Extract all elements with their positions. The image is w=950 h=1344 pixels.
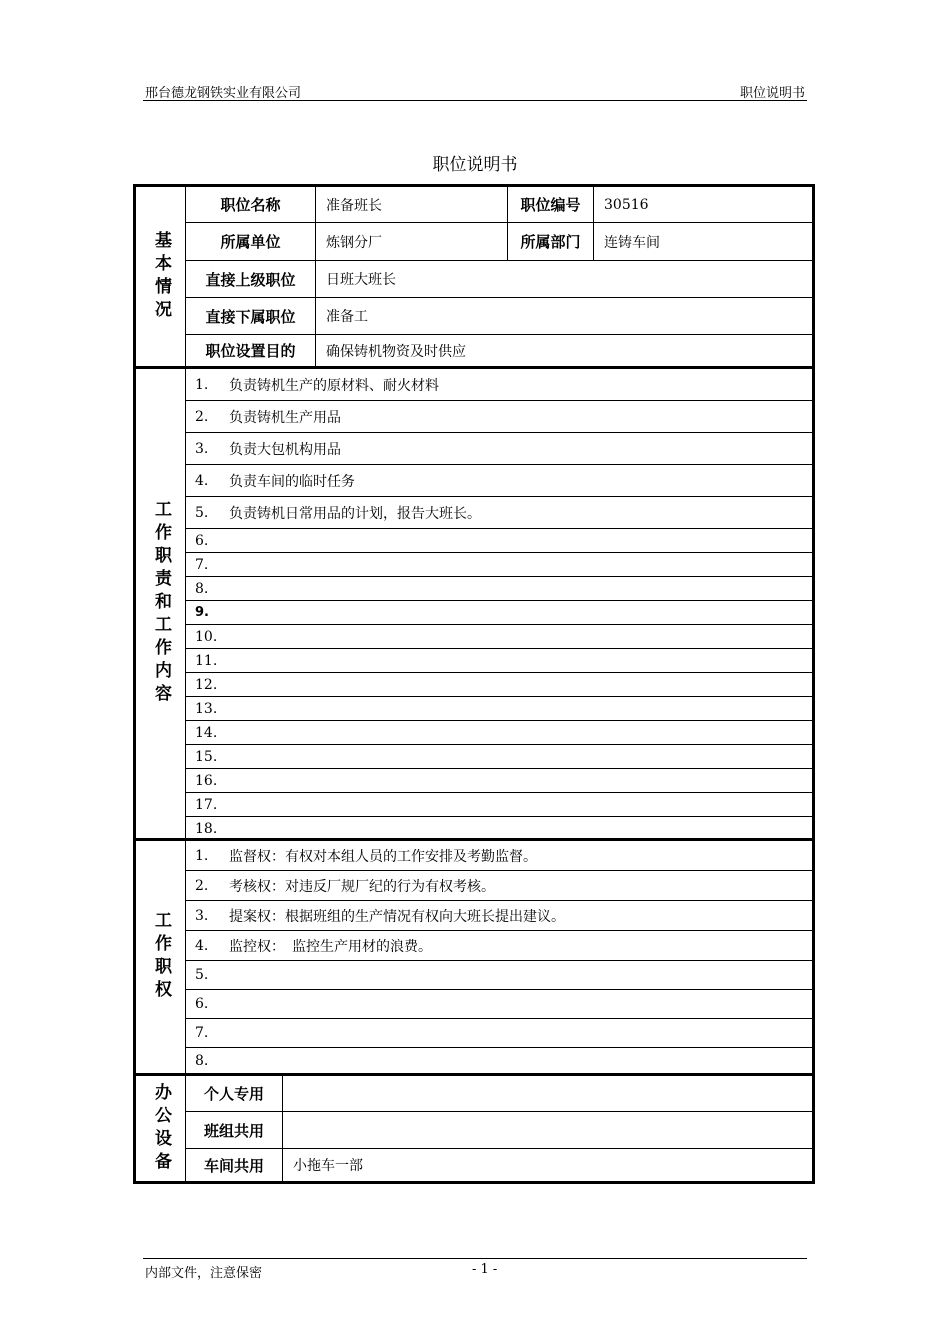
item-number: 11. — [195, 652, 218, 669]
row-team — [186, 1112, 812, 1149]
item-number: 5. — [195, 967, 209, 983]
list-item — [186, 529, 812, 553]
workshop-label: 车间共用 — [186, 1149, 283, 1181]
item-number: 18. — [195, 821, 218, 837]
item-number: 4. — [195, 937, 209, 954]
row-unit — [186, 223, 812, 261]
unit-value: 炼钢分厂 — [316, 223, 508, 260]
superior-value: 日班大班长 — [326, 272, 396, 288]
item-text: 负责车间的临时任务 — [229, 473, 355, 490]
item-number: 13. — [195, 700, 218, 717]
item-text: 负责大包机构用品 — [229, 441, 341, 458]
list-item — [186, 697, 812, 721]
purpose-label: 职位设置目的 — [186, 335, 316, 366]
list-item — [186, 673, 812, 697]
superior-label: 直接上级职位 — [186, 261, 316, 297]
item-number: 12. — [195, 676, 218, 693]
list-item — [186, 497, 812, 529]
list-item — [186, 871, 812, 901]
item-text: 负责铸机生产用品 — [229, 409, 341, 426]
subordinate-value: 准备工 — [326, 309, 368, 325]
dept-label: 所属部门 — [508, 223, 594, 260]
header-rule — [143, 100, 807, 101]
row-workshop — [186, 1149, 812, 1181]
item-number: 6. — [195, 532, 209, 549]
duties-section — [133, 366, 815, 841]
team-value — [283, 1112, 812, 1148]
list-item — [186, 649, 812, 673]
personal-value — [283, 1076, 812, 1111]
item-number: 7. — [195, 1025, 209, 1041]
list-item — [186, 901, 812, 931]
item-text: 负责铸机生产的原材料、耐火材料 — [229, 377, 439, 394]
list-item — [186, 401, 812, 433]
list-item — [186, 793, 812, 817]
authority-section — [133, 838, 815, 1076]
item-number: 2. — [195, 408, 209, 425]
position-name-value: 准备班长 — [316, 187, 508, 222]
position-name-label: 职位名称 — [186, 187, 316, 222]
row-subordinate — [186, 298, 812, 335]
page-title: 职位说明书 — [432, 155, 518, 175]
equipment-section — [133, 1073, 815, 1184]
list-item — [186, 369, 812, 401]
list-item — [186, 625, 812, 649]
item-number: 17. — [195, 796, 218, 813]
basic-info-section — [133, 184, 815, 369]
item-number: 6. — [195, 996, 209, 1012]
item-number: 1. — [195, 376, 209, 393]
item-number: 14. — [195, 724, 218, 741]
team-label: 班组共用 — [186, 1112, 283, 1148]
list-item — [186, 745, 812, 769]
list-item — [186, 1019, 812, 1048]
list-item — [186, 961, 812, 990]
list-item — [186, 990, 812, 1019]
row-superior — [186, 261, 812, 298]
list-item — [186, 553, 812, 577]
personal-label: 个人专用 — [186, 1076, 283, 1111]
item-text: 监督权：有权对本组人员的工作安排及考勤监督。 — [229, 848, 537, 865]
item-number: 4. — [195, 472, 209, 489]
item-number: 7. — [195, 556, 209, 573]
item-number: 8. — [195, 580, 209, 597]
item-number: 3. — [195, 907, 209, 924]
row-purpose — [186, 335, 812, 366]
workshop-value: 小拖车一部 — [293, 1158, 363, 1174]
unit-label: 所属单位 — [186, 223, 316, 260]
footer-page-number: - 1 - — [472, 1262, 498, 1277]
item-text: 提案权：根据班组的生产情况有权向大班长提出建议。 — [229, 908, 565, 925]
list-item — [186, 769, 812, 793]
footer-confidential: 内部文件，注意保密 — [145, 1266, 263, 1281]
subordinate-label: 直接下属职位 — [186, 298, 316, 334]
list-item — [186, 601, 812, 625]
purpose-value: 确保铸机物资及时供应 — [326, 343, 466, 360]
list-item — [186, 577, 812, 601]
row-position-name — [186, 187, 812, 223]
item-number: 5. — [195, 504, 209, 521]
item-number: 16. — [195, 772, 218, 789]
header-doc-type: 职位说明书 — [739, 86, 805, 101]
item-number: 3. — [195, 440, 209, 457]
dept-value: 连铸车间 — [604, 234, 660, 251]
position-code-label: 职位编号 — [508, 187, 594, 222]
item-text: 负责铸机日常用品的计划，报告大班长。 — [229, 505, 481, 522]
list-item — [186, 931, 812, 961]
list-item — [186, 465, 812, 497]
duties-label: 工作职责和工作内容 — [136, 369, 186, 838]
list-item — [186, 433, 812, 465]
position-code-value: 30516 — [604, 196, 649, 213]
footer-rule — [143, 1258, 807, 1259]
list-item — [186, 1048, 812, 1073]
item-number: 1. — [195, 847, 209, 864]
basic-info-label: 基本情况 — [136, 187, 186, 366]
item-number: 15. — [195, 748, 218, 765]
authority-label: 工作职权 — [136, 841, 186, 1073]
list-item — [186, 721, 812, 745]
item-number: 2. — [195, 877, 209, 894]
equipment-label: 办公设备 — [136, 1076, 186, 1181]
item-number: 10. — [195, 628, 218, 645]
header-company: 邢台德龙钢铁实业有限公司 — [145, 86, 302, 101]
row-personal — [186, 1076, 812, 1112]
item-number: 9. — [195, 605, 209, 620]
item-text: 监控权： 监控生产用材的浪费。 — [229, 938, 432, 955]
item-number: 8. — [195, 1052, 209, 1069]
list-item — [186, 841, 812, 871]
item-text: 考核权：对违反厂规厂纪的行为有权考核。 — [229, 878, 495, 895]
